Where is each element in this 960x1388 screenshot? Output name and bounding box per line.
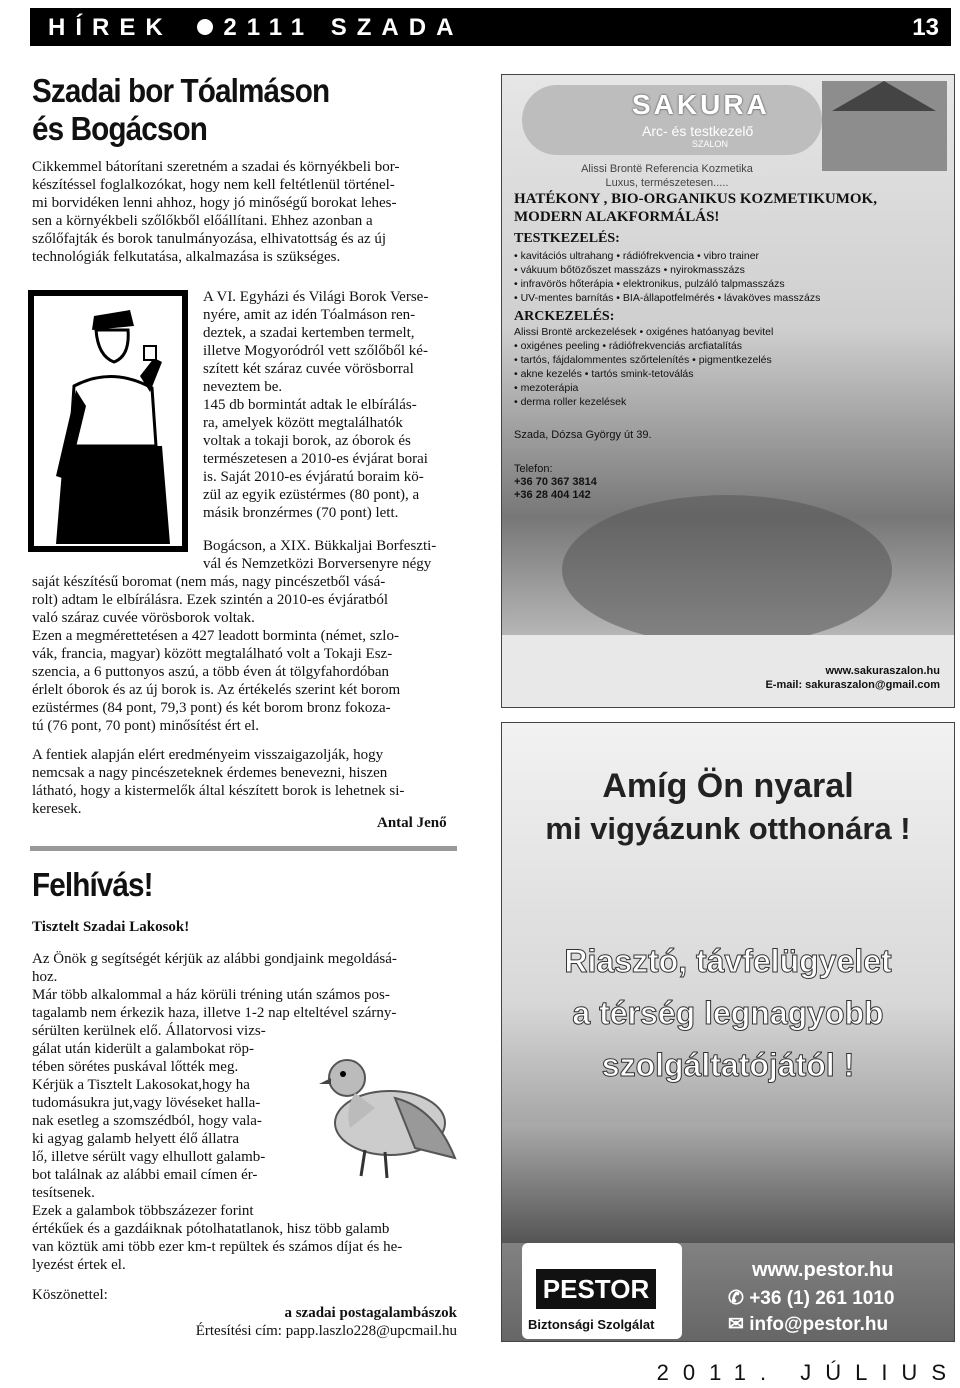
text-line: lő, illetve sérült vagy elhullott galamb-: [32, 1149, 266, 1165]
text-line: másik bronzérmes (70 pont) lett.: [203, 505, 399, 521]
text-line: saját készítésű boromat (nem más, nagy pincészetből vásá-: [32, 574, 386, 590]
sakura-face-item: • tartós, fájdalommentes szőrtelenítés • pigmentkezelés: [514, 354, 772, 366]
text-line: voltak a tokaji borok, az óborok és: [203, 433, 411, 449]
article-title-line2: és Bogácson: [32, 110, 207, 147]
page-number: 13: [912, 14, 939, 41]
header-title: [48, 14, 463, 42]
text-line: vál és Nemzetközi Borversenyre négy: [203, 556, 432, 572]
text-line: A VI. Egyházi és Világi Borok Verse-: [203, 289, 429, 305]
text-line: való száraz cuvée vörösborok voltak.: [32, 610, 255, 626]
wine-taster-illustration: [28, 290, 188, 552]
text-line: ezüstérmes (84 pont, 79,3 pont) és két borom bronz fokoza-: [32, 700, 391, 716]
text-line: tú (76 pont, 70 pont) minősítést ért el.: [32, 718, 260, 734]
sakura-body-list: [514, 249, 820, 305]
wine-taster-icon: [34, 296, 182, 546]
article-title: [32, 72, 329, 148]
text-line: nyére, amit az idén Tóalmáson ren-: [203, 307, 416, 323]
text-line: zül az egyik ezüstérmes (80 pont), a: [203, 487, 420, 503]
article-intro: [32, 158, 457, 266]
sakura-face-item: • akne kezelés • tartós smink-tetoválás: [514, 368, 694, 380]
text-line: Cikkemmel bátorítani szeretném a szadai és környékbeli bor-: [32, 159, 400, 175]
text-line: készítéssel foglalkozókat, hogy nem kell feltétlenül történel-: [32, 177, 395, 193]
sakura-body-item: • UV-mentes barnítás • BIA-állapotfelmérés • lávaköves masszázs: [514, 292, 821, 304]
text-line: tudomásukra jut,vagy lövéseket halla-: [32, 1095, 261, 1111]
sakura-phone1: +36 70 367 3814: [514, 476, 597, 488]
model-photo: [562, 495, 892, 645]
text-line: ra, amelyek között megtalálhatók: [203, 415, 403, 431]
pestor-brand-sub: Biztonsági Szolgálat: [528, 1317, 655, 1332]
sakura-ref-line2: Luxus, természetesen.....: [605, 177, 729, 189]
pestor-phone-number: +36 (1) 261 1010: [749, 1288, 895, 1309]
text-line: Már több alkalommal a ház körüli tréning után számos pos-: [32, 987, 390, 1003]
phone-icon: ✆: [728, 1288, 750, 1309]
notice-title: Felhívás!: [32, 866, 153, 903]
article-author: Antal Jenő: [377, 815, 447, 831]
envelope-icon: ✉: [728, 1314, 750, 1335]
pestor-slogan2: mi vigyázunk otthonára !: [545, 811, 911, 846]
text-line: szencia, a 6 puttonyos aszú, a több éven át tölgyfahordóban: [32, 664, 389, 680]
text-line: gálat után kiderült a galambokat röp-: [32, 1041, 255, 1057]
sakura-advertisement: [501, 74, 955, 708]
pestor-slogan1: Amíg Ön nyaral: [602, 767, 854, 805]
notice-body: [32, 950, 457, 1040]
text-line: természetesen a 2010-es évjárat borai: [203, 451, 428, 467]
article-para3: [32, 537, 457, 735]
article-para4: [32, 746, 457, 818]
pigeon-illustration: [305, 1038, 465, 1188]
notice-body-narrow: [32, 1040, 297, 1220]
sakura-phone2: +36 28 404 142: [514, 489, 591, 501]
text-line: is. Saját 2010-es évjáratú boraim kö-: [203, 469, 424, 485]
sakura-web: www.sakuraszalon.hu: [825, 665, 940, 677]
article-para2: [203, 288, 457, 522]
text-line: sérülten kerülnek elő. Állatorvosi vizs-: [32, 1023, 266, 1039]
bullet-icon: [197, 19, 213, 35]
text-line: érlelt óborok és az új borok is. Az értékelés szerint két borom: [32, 682, 401, 698]
text-line: neveztem be.: [203, 379, 283, 395]
beach-photo: [502, 1123, 954, 1243]
header-town: 2111 SZADA: [223, 14, 464, 41]
page-header: [30, 8, 951, 46]
text-line: hoz.: [32, 969, 58, 985]
salon-building-image: [822, 81, 947, 171]
pestor-email: [728, 1313, 888, 1336]
pestor-claim3: szolgáltatójától !: [601, 1047, 855, 1083]
sakura-face-title: ARCKEZELÉS:: [514, 309, 615, 324]
text-line: 145 db bormintát adtak le elbírálás-: [203, 397, 417, 413]
text-line: A fentiek alapján elért eredményeim visszaigazolják, hogy: [32, 747, 384, 763]
text-line: rolt) adtam le elbírálásra. Ezek szintén a 2010-es évjáratból: [32, 592, 389, 608]
text-line: szített két száraz cuvée vörösborral: [203, 361, 414, 377]
sakura-body-title: TESTKEZELÉS:: [514, 231, 620, 246]
text-line: ki agyag galamb helyett élő állatra: [32, 1131, 239, 1147]
text-line: értékűek és a gazdáiknak pótolhatatlanok, hisz több galamb: [32, 1221, 390, 1237]
sakura-body-item: • kavitációs ultrahang • rádiófrekvencia • vibro trainer: [514, 250, 760, 262]
sakura-face-item: • oxigénes peeling • rádiófrekvenciás arcfiatalítás: [514, 340, 742, 352]
sakura-logo: [522, 85, 822, 155]
text-line: Az Önök g segítségét kérjük az alábbi gondjaink megoldásá-: [32, 951, 397, 967]
text-line: tagalamb nem érkezik haza, illetve 1-2 nap elteltével szárny-: [32, 1005, 397, 1021]
text-line: Ezen a megmérettetésen a 427 leadott borminta (német, szlo-: [32, 628, 399, 644]
sakura-headline2: MODERN ALAKFORMÁLÁS!: [514, 209, 720, 225]
sakura-face-list: [514, 325, 773, 409]
notice-body2: [32, 1220, 457, 1274]
pigeon-icon: [305, 1038, 465, 1188]
pestor-logo: [522, 1243, 682, 1339]
notice-greeting: Tisztelt Szadai Lakosok!: [32, 919, 190, 935]
header-section: HÍREK: [48, 14, 173, 41]
text-line: lyezést értek el.: [32, 1257, 126, 1273]
sakura-headline1: HATÉKONY , BIO-ORGANIKUS KOZMETIKUMOK,: [514, 191, 877, 207]
sakura-brand: SAKURA: [632, 89, 770, 120]
article-title-line1: Szadai bor Tóalmáson: [32, 72, 330, 109]
text-line: keresek.: [32, 801, 82, 817]
text-line: Ezek a galambok többszázezer forint: [32, 1203, 254, 1219]
text-line: deztek, a szadai kertemben termelt,: [203, 325, 415, 341]
notice-contact: Értesítési cím: papp.laszlo228@upcmail.hu: [195, 1323, 457, 1339]
section-divider: [30, 846, 457, 851]
sakura-ref-line1: Alissi Brontë Referencia Kozmetika: [581, 163, 753, 175]
footer-date: 2011. JÚLIUS: [656, 1360, 960, 1385]
pestor-advertisement: [501, 722, 955, 1342]
sakura-body-item: • infravörös hőterápia • elektronikus, pulzáló talpmasszázs: [514, 278, 785, 290]
sakura-address: Szada, Dózsa György út 39.: [514, 429, 652, 441]
text-line: technológiák felkutatása, alkalmazása is szükséges.: [32, 249, 341, 265]
pestor-phone: [728, 1287, 894, 1310]
text-line: tében sörétes puskával lőtték meg.: [32, 1059, 239, 1075]
sakura-face-item: • derma roller kezelések: [514, 396, 627, 408]
sakura-face-item: Alissi Brontë arckezelések • oxigénes hatóanyag bevitel: [514, 326, 774, 338]
notice-signature: a szadai postagalambászok: [284, 1305, 457, 1321]
pestor-web: www.pestor.hu: [752, 1259, 894, 1281]
notice-thanks: Köszönettel:: [32, 1287, 108, 1303]
pestor-brand: PESTOR: [536, 1269, 656, 1309]
text-line: látható, hogy a kistermelők által készített borok is lehetnek si-: [32, 783, 405, 799]
text-line: Bogácson, a XIX. Bükkaljai Borfeszti-: [203, 538, 437, 554]
text-line: sen a környékbeli szőlőkből előállítani. Ehhez azonban a: [32, 213, 373, 229]
text-line: illetve Mogyoródról vett szőlőből ké-: [203, 343, 428, 359]
text-line: vák, francia, magyar) között megtalálható volt a Tokaji Esz-: [32, 646, 393, 662]
sakura-brand-sub2: SZALON: [692, 139, 729, 149]
sakura-face-item: • mezoterápia: [514, 382, 579, 394]
text-line: mi borvidéken lenni ahhoz, hogy jó minőségű borokat lehes-: [32, 195, 397, 211]
sakura-brand-sub: Arc- és testkezelő: [642, 123, 754, 139]
text-line: nemcsak a nagy pincészeteknek érdemes benevezni, hiszen: [32, 765, 388, 781]
text-line: tesítsenek.: [32, 1185, 95, 1201]
text-line: szőlőfajták és borok tanulmányozása, elhivatottság és az új: [32, 231, 387, 247]
sakura-email: E-mail: sakuraszalon@gmail.com: [765, 679, 940, 691]
pestor-email-address: info@pestor.hu: [749, 1314, 889, 1335]
text-line: bot találnak az alábbi email címen ér-: [32, 1167, 258, 1183]
pestor-claim2: a térség legnagyobb: [572, 995, 884, 1031]
text-line: van köztük ami több ezer km-t repültek és számos díjat és he-: [32, 1239, 403, 1255]
pestor-claim1: Riasztó, távfelügyelet: [564, 943, 892, 979]
text-line: Kérjük a Tisztelt Lakosokat,hogy ha: [32, 1077, 250, 1093]
sakura-body-item: • vákuum bőtözőszet masszázs • nyirokmasszázs: [514, 264, 745, 276]
text-line: nak esetleg a szomszédból, hogy vala-: [32, 1113, 262, 1129]
sakura-phone-label: Telefon:: [514, 463, 553, 475]
